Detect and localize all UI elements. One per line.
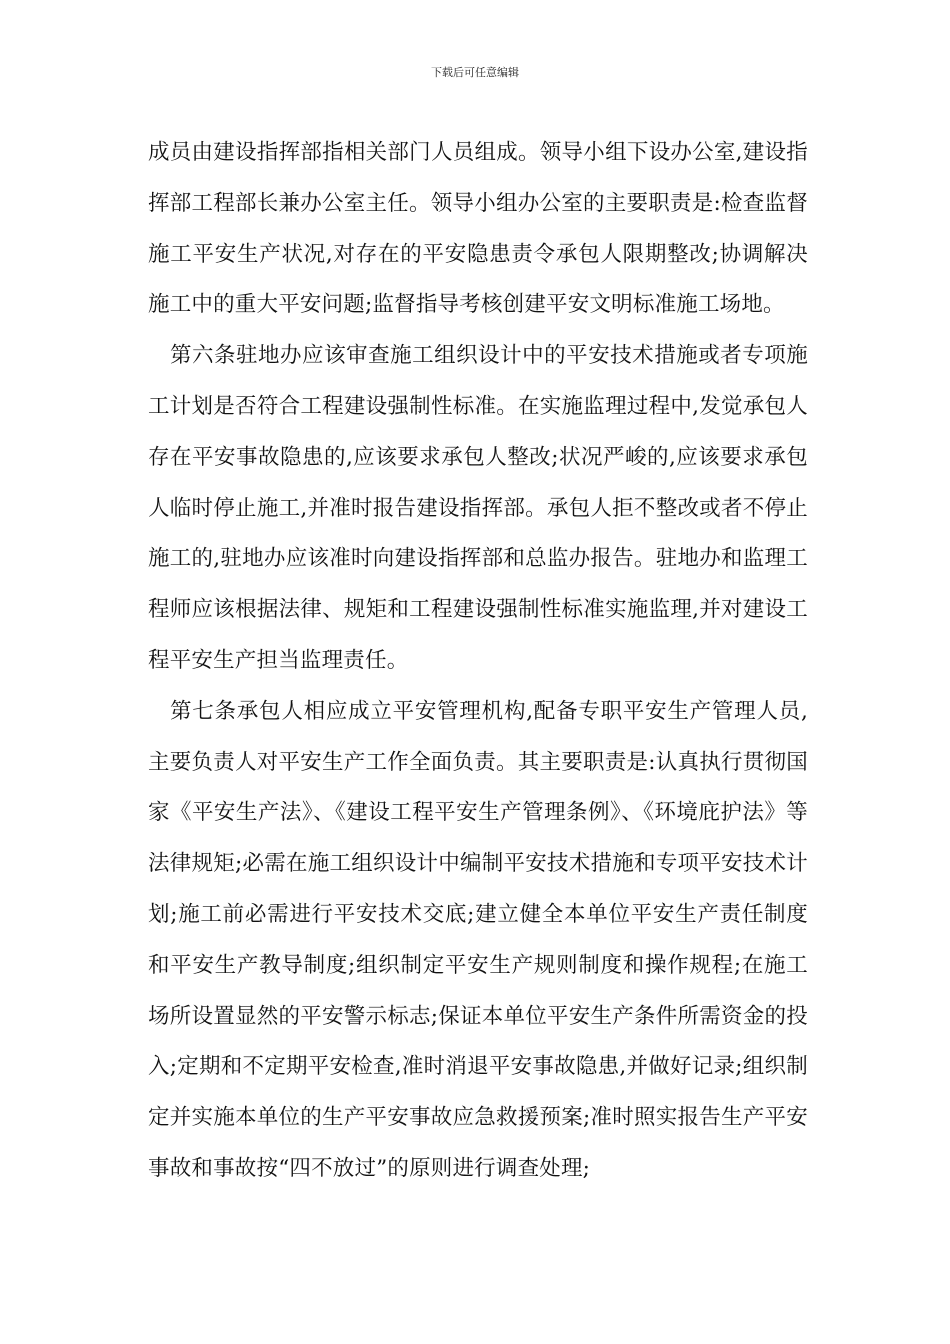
- document-body: [148, 128, 808, 1195]
- paragraph-article-6: 第六条驻地办应该审查施工组织设计中的平安技术措施或者专项施工计划是否符合工程建设强制性标准。在实施监理过程中,发觉承包人存在平安事故隐患的,应该要求承包人整改;状况严峻的,应该要求承包人临时停止施工,并准时报告建设指挥部。承包人拒不整改或者不停止施工的,驻地办应该准时向建设指挥部和总监办报告。驻地办和监理工程师应该根据法律、规矩和工程建设强制性标准实施监理,并对建设工程平安生产担当监理责任。: [148, 343, 808, 673]
- page-header: 下载后可任意编辑: [431, 66, 519, 79]
- paragraph-leadership-group: 成员由建设指挥部指相关部门人员组成。领导小组下设办公室,建设指挥部工程部长兼办公室主任。领导小组办公室的主要职责是:检查监督施工平安生产状况,对存在的平安隐患责令承包人限期整改;协调解决施工中的重大平安问题;监督指导考核创建平安文明标准施工场地。: [148, 140, 808, 318]
- paragraph-article-7: 第七条承包人相应成立平安管理机构,配备专职平安生产管理人员,主要负责人对平安生产工作全面负责。其主要职责是:认真执行贯彻国家《平安生产法》、《建设工程平安生产管理条例》、《环境庇护法》等法律规矩;必需在施工组织设计中编制平安技术措施和专项平安技术计划;施工前必需进行平安技术交底;建立健全本单位平安生产责任制度和平安生产教导制度;组织制定平安生产规则制度和操作规程;在施工场所设置显然的平安警示标志;保证本单位平安生产条件所需资金的投入;定期和不定期平安检查,准时消退平安事故隐患,并做好记录;组织制定并实施本单位的生产平安事故应急救援预案;准时照实报告生产平安事故和事故按“四不放过”的原则进行调查处理;: [148, 698, 808, 1181]
